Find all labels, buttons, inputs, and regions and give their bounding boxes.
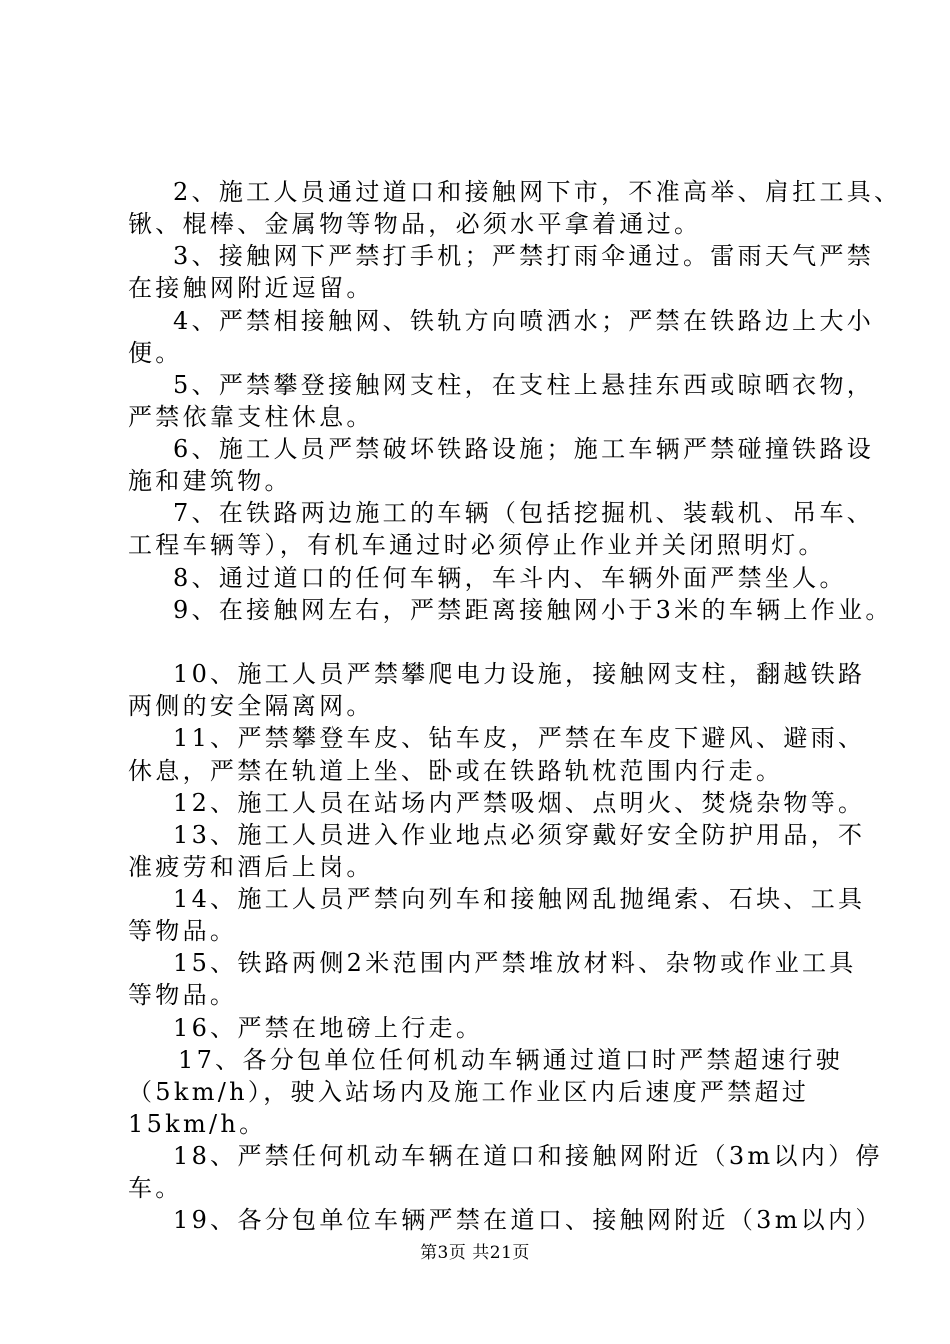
text-line: 16、严禁在地磅上行走。: [173, 1014, 484, 1042]
text-line: 休息，严禁在轨道上坐、卧或在铁路轨枕范围内行走。: [128, 757, 784, 785]
text-line: 17、各分包单位任何机动车辆通过道口时严禁超速行驶: [178, 1046, 844, 1074]
text-line: 18、严禁任何机动车辆在道口和接触网附近（3m以内）停: [173, 1142, 883, 1170]
text-line: 等物品。: [128, 917, 238, 945]
text-line: 工程车辆等），有机车通过时必须停止作业并关闭照明灯。: [128, 531, 826, 559]
text-line: 在接触网附近逗留。: [128, 274, 374, 302]
page-number: 第3页 共21页: [420, 1243, 530, 1263]
text-line: 施和建筑物。: [128, 467, 292, 495]
text-line: 6、施工人员严禁破坏铁路设施；施工车辆严禁碰撞铁路设: [173, 435, 875, 463]
text-line: 锹、棍棒、金属物等物品，必须水平拿着通过。: [128, 210, 702, 238]
text-line: 4、严禁相接触网、铁轨方向喷洒水；严禁在铁路边上大小: [173, 307, 875, 335]
text-line: 15、铁路两侧2米范围内严禁堆放材料、杂物或作业工具: [173, 949, 857, 977]
text-line: 11、严禁攀登车皮、钻车皮，严禁在车皮下避风、避雨、: [173, 724, 866, 752]
text-line: 准疲劳和酒后上岗。: [128, 853, 374, 881]
text-line: 14、施工人员严禁向列车和接触网乱抛绳索、石块、工具: [173, 885, 866, 913]
text-line: 3、接触网下严禁打手机；严禁打雨伞通过。雷雨天气严禁: [173, 242, 875, 270]
text-line: 严禁依靠支柱休息。: [128, 403, 374, 431]
text-line: 两侧的安全隔离网。: [128, 692, 374, 720]
text-line: 7、在铁路两边施工的车辆（包括挖掘机、装载机、吊车、: [173, 499, 875, 527]
text-line: 10、施工人员严禁攀爬电力设施，接触网支柱，翻越铁路: [173, 660, 866, 688]
text-line: 便。: [128, 339, 183, 367]
text-line: 等物品。: [128, 981, 238, 1009]
text-line: 9、在接触网左右，严禁距离接触网小于3米的车辆上作业。: [173, 596, 893, 624]
text-line: 5、严禁攀登接触网支柱，在支柱上悬挂东西或晾晒衣物，: [173, 371, 875, 399]
text-line: 8、通过道口的任何车辆，车斗内、车辆外面严禁坐人。: [173, 564, 847, 592]
text-line: 2、施工人员通过道口和接触网下市，不准高举、肩扛工具、: [173, 178, 902, 206]
text-line: 19、各分包单位车辆严禁在道口、接触网附近（3m以内）: [173, 1206, 883, 1234]
text-line: 13、施工人员进入作业地点必须穿戴好安全防护用品，不: [173, 821, 866, 849]
text-line: （5km/h），驶入站场内及施工作业区内后速度严禁超过: [128, 1078, 810, 1106]
text-line: 12、施工人员在站场内严禁吸烟、点明火、焚烧杂物等。: [173, 789, 866, 817]
text-line: 车。: [128, 1174, 183, 1202]
text-line: 15km/h。: [128, 1110, 267, 1138]
